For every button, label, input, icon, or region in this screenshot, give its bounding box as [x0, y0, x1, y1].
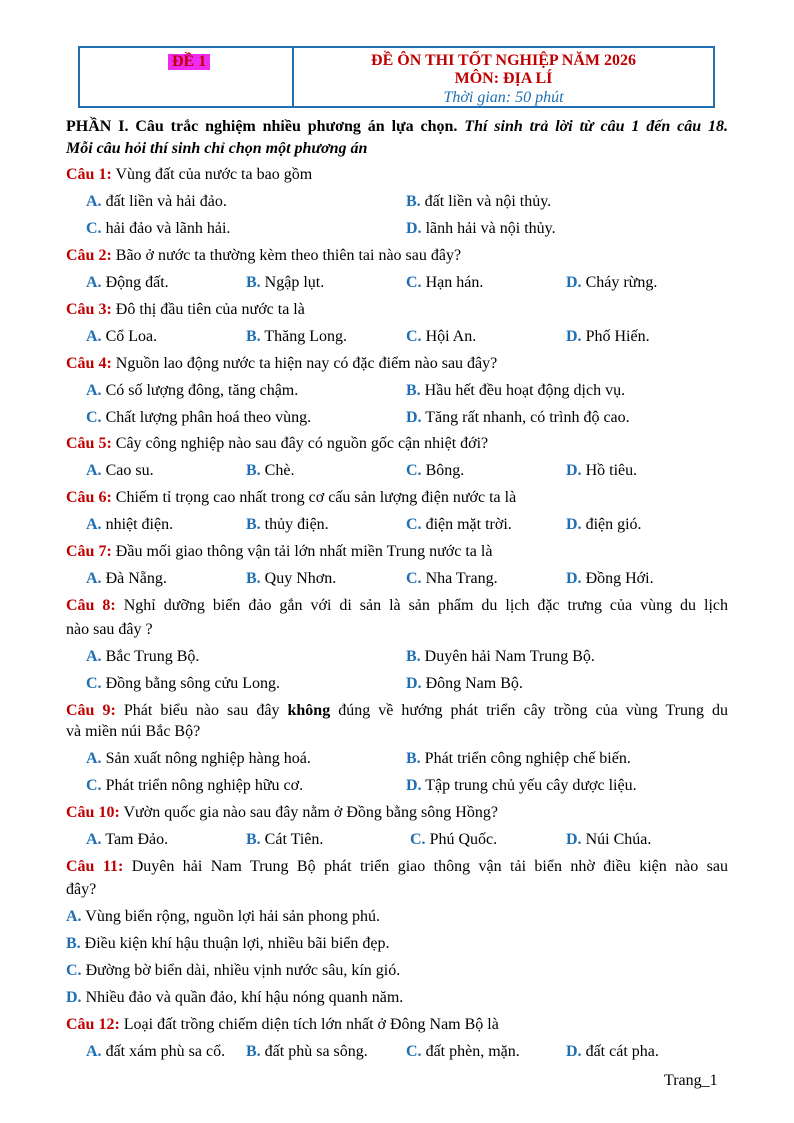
option-text: đất phù sa sông. [264, 1043, 368, 1060]
option-letter: A. [66, 908, 82, 925]
question-label: Câu 9: [66, 702, 116, 719]
q10-option-b[interactable] [246, 830, 323, 850]
question-text: Duyên hải Nam Trung Bộ phát triển giao thông vận tải biển nhờ điều kiện nào sau [131, 858, 729, 875]
question-label: Câu 4: [66, 355, 112, 372]
q10-option-d[interactable] [566, 830, 651, 850]
question-7 [66, 542, 728, 562]
question-text: Loại đất trồng chiếm diện tích lớn nhất ở Đông Nam Bộ là [123, 1016, 499, 1033]
q11-option-c[interactable] [66, 961, 400, 981]
q2-option-a[interactable] [86, 273, 169, 293]
q12-option-a[interactable] [86, 1042, 225, 1062]
option-text: Nha Trang. [425, 570, 498, 587]
option-text: điện gió. [585, 516, 642, 533]
question-text: Nguồn lao động nước ta hiện nay có đặc điểm nào sau đây? [115, 355, 498, 372]
q2-option-d[interactable] [566, 273, 657, 293]
question-text: Nghỉ dưỡng biển đảo gắn với di sản là sản phẩm du lịch đặc trưng của vùng du lịch [123, 597, 729, 614]
option-text: Tập trung chủ yếu cây dược liệu. [425, 777, 637, 794]
q1-option-a[interactable] [86, 192, 227, 212]
question-text: Vườn quốc gia nào sau đây nằm ở Đồng bằng sông Hồng? [123, 804, 498, 821]
q5-option-a[interactable] [86, 461, 154, 481]
question-label: Câu 7: [66, 543, 112, 560]
q5-option-b[interactable] [246, 461, 294, 481]
question-label: Câu 8: [66, 597, 116, 614]
option-letter: D. [566, 328, 582, 345]
option-letter: B. [246, 570, 261, 587]
q6-option-c[interactable] [406, 515, 512, 535]
q9-option-b[interactable] [406, 749, 631, 769]
q7-option-c[interactable] [406, 569, 498, 589]
option-letter: B. [406, 648, 421, 665]
option-text: đất phèn, mặn. [425, 1043, 520, 1060]
option-text: Bắc Trung Bộ. [105, 648, 200, 665]
q3-option-a[interactable] [86, 327, 157, 347]
option-text: Cát Tiên. [264, 831, 324, 848]
question-9-cont [66, 722, 728, 742]
option-text: đất cát pha. [585, 1043, 659, 1060]
option-letter: C. [86, 675, 102, 692]
option-letter: C. [406, 462, 422, 479]
subject: MÔN: ĐỊA LÍ [454, 70, 553, 87]
q8-option-b[interactable] [406, 647, 595, 667]
option-letter: C. [86, 777, 102, 794]
option-letter: D. [566, 274, 582, 291]
question-label: Câu 6: [66, 489, 112, 506]
q7-option-a[interactable] [86, 569, 167, 589]
q3-option-c[interactable] [406, 327, 476, 347]
option-letter: D. [566, 516, 582, 533]
q2-option-b[interactable] [246, 273, 324, 293]
option-letter: C. [86, 409, 102, 426]
option-text: Phát triển công nghiệp chế biến. [424, 750, 631, 767]
option-letter: B. [246, 831, 261, 848]
q7-option-b[interactable] [246, 569, 336, 589]
q2-option-c[interactable] [406, 273, 483, 293]
option-text: Tăng rất nhanh, có trình độ cao. [425, 409, 630, 426]
question-label: Câu 3: [66, 301, 112, 318]
q5-option-c[interactable] [406, 461, 464, 481]
option-text: Phố Hiến. [585, 328, 650, 345]
q9-option-d[interactable] [406, 776, 637, 796]
option-letter: C. [406, 328, 422, 345]
part-instruction-1: Thí sinh trả lời từ câu 1 đến câu 18. [464, 118, 729, 135]
option-letter: C. [406, 570, 422, 587]
q1-option-c[interactable] [86, 219, 230, 239]
option-text: Đà Nẵng. [105, 570, 167, 587]
question-text: Vùng đất của nước ta bao gồm [115, 166, 313, 183]
page-number: Trang_1 [664, 1072, 718, 1089]
option-letter: D. [566, 1043, 582, 1060]
option-letter: C. [86, 220, 102, 237]
q8-option-c[interactable] [86, 674, 280, 694]
question-label: Câu 5: [66, 435, 112, 452]
option-letter: A. [86, 831, 102, 848]
option-text: Hồ tiêu. [585, 462, 638, 479]
question-12 [66, 1015, 728, 1035]
option-text: lãnh hải và nội thủy. [425, 220, 556, 237]
question-text: Cây công nghiệp nào sau đây có nguồn gốc cận nhiệt đới? [115, 435, 489, 452]
option-letter: A. [86, 750, 102, 767]
option-text: hải đảo và lãnh hải. [105, 220, 231, 237]
option-text: Núi Chúa. [585, 831, 652, 848]
option-text: đất liền và hải đảo. [105, 193, 227, 210]
question-8-cont [66, 620, 728, 640]
q9-option-c[interactable] [86, 776, 303, 796]
option-text: Đường bờ biển dài, nhiều vịnh nước sâu, kín gió. [85, 962, 401, 979]
option-text: đất liền và nội thủy. [424, 193, 552, 210]
option-text: Hầu hết đều hoạt động dịch vụ. [424, 382, 626, 399]
q3-option-d[interactable] [566, 327, 650, 347]
option-letter: C. [66, 962, 82, 979]
option-letter: B. [406, 750, 421, 767]
option-letter: B. [246, 516, 261, 533]
option-letter: D. [566, 462, 582, 479]
option-letter: A. [86, 193, 102, 210]
option-text: Có số lượng đông, tăng chậm. [105, 382, 299, 399]
q1-option-d[interactable] [406, 219, 556, 239]
q8-option-a[interactable] [86, 647, 199, 667]
part-heading [66, 117, 728, 137]
option-letter: B. [406, 382, 421, 399]
option-letter: B. [246, 274, 261, 291]
option-text: đất xám phù sa cổ. [105, 1043, 226, 1060]
option-text: Phú Quốc. [429, 831, 498, 848]
option-text: Sản xuất nông nghiệp hàng hoá. [105, 750, 311, 767]
q4-option-a[interactable] [86, 381, 298, 401]
part-instruction-line [66, 139, 728, 159]
option-letter: C. [406, 1043, 422, 1060]
question-text: đây? [66, 881, 97, 898]
question-label: Câu 2: [66, 247, 112, 264]
question-label: Câu 1: [66, 166, 112, 183]
question-text: Chiếm tỉ trọng cao nhất trong cơ cấu sản lượng điện nước ta là [115, 489, 517, 506]
q7-option-d[interactable] [566, 569, 654, 589]
option-letter: A. [86, 1043, 102, 1060]
option-text: Đồng bằng sông cửu Long. [105, 675, 280, 692]
q11-option-d[interactable] [66, 988, 403, 1008]
q8-option-d[interactable] [406, 674, 523, 694]
q11-option-b[interactable] [66, 934, 390, 954]
question-text: Đầu mối giao thông vận tải lớn nhất miền Trung nước ta là [115, 543, 493, 560]
option-text: Vùng biển rộng, nguồn lợi hải sản phong phú. [85, 908, 380, 925]
q10-option-c[interactable] [410, 830, 497, 850]
option-letter: A. [86, 274, 102, 291]
option-letter: D. [406, 675, 422, 692]
q12-option-b[interactable] [246, 1042, 368, 1062]
option-text: Điều kiện khí hậu thuận lợi, nhiều bãi biển đẹp. [84, 935, 390, 952]
option-text: Cao su. [105, 462, 154, 479]
option-letter: D. [406, 777, 422, 794]
q1-option-b[interactable] [406, 192, 551, 212]
option-letter: D. [566, 831, 582, 848]
option-text: Tam Đảo. [105, 831, 169, 848]
option-letter: D. [66, 989, 82, 1006]
option-text: Bông. [425, 462, 465, 479]
question-text: Phát biểu nào sau đây [123, 702, 280, 719]
option-text: Thăng Long. [264, 328, 348, 345]
option-letter: A. [86, 516, 102, 533]
q11-option-a[interactable] [66, 907, 380, 927]
option-text: Quy Nhơn. [264, 570, 337, 587]
question-text: Bão ở nước ta thường kèm theo thiên tai nào sau đây? [115, 247, 462, 264]
option-letter: B. [246, 328, 261, 345]
q4-option-d[interactable] [406, 408, 630, 428]
question-1 [66, 165, 728, 185]
option-text: Đồng Hới. [585, 570, 654, 587]
option-letter: B. [66, 935, 81, 952]
question-text: và miền núi Bắc Bộ? [66, 723, 201, 740]
option-text: Hội An. [425, 328, 477, 345]
question-8 [66, 596, 728, 616]
option-letter: D. [566, 570, 582, 587]
exam-title: ĐỀ ÔN THI TỐT NGHIỆP NĂM 2026 [371, 52, 636, 69]
question-4 [66, 354, 728, 374]
option-letter: D. [406, 220, 422, 237]
option-text: Đông Nam Bộ. [425, 675, 523, 692]
q6-option-a[interactable] [86, 515, 173, 535]
option-text: Phát triển nông nghiệp hữu cơ. [105, 777, 304, 794]
option-text: Chè. [264, 462, 295, 479]
option-text: nhiệt điện. [105, 516, 174, 533]
question-text: đúng về hướng phát triển cây trồng của vùng Trung du [338, 702, 729, 719]
option-text: thủy điện. [264, 516, 329, 533]
option-letter: A. [86, 648, 102, 665]
option-letter: A. [86, 328, 102, 345]
part-title: PHẦN I. Câu trắc nghiệm nhiều phương án lựa chọn. [66, 118, 458, 135]
q10-option-a[interactable] [86, 830, 168, 850]
question-2 [66, 246, 728, 266]
q6-option-b[interactable] [246, 515, 329, 535]
question-label: Câu 12: [66, 1016, 120, 1033]
question-3 [66, 300, 728, 320]
q12-option-d[interactable] [566, 1042, 659, 1062]
option-letter: C. [406, 516, 422, 533]
option-text: Nhiều đảo và quần đảo, khí hậu nóng quanh năm. [85, 989, 404, 1006]
q6-option-d[interactable] [566, 515, 642, 535]
q4-option-b[interactable] [406, 381, 625, 401]
part-instruction-2: Mỗi câu hỏi thí sinh chỉ chọn một phương án [66, 140, 368, 157]
option-letter: B. [246, 462, 261, 479]
q12-option-c[interactable] [406, 1042, 520, 1062]
option-text: điện mặt trời. [425, 516, 512, 533]
question-label: Câu 10: [66, 804, 120, 821]
question-11 [66, 857, 728, 877]
q4-option-c[interactable] [86, 408, 311, 428]
option-text: Động đất. [105, 274, 169, 291]
option-letter: D. [406, 409, 422, 426]
question-9 [66, 701, 728, 721]
option-letter: A. [86, 382, 102, 399]
option-text: Hạn hán. [425, 274, 484, 291]
option-letter: A. [86, 570, 102, 587]
question-text: nào sau đây ? [66, 621, 153, 638]
q9-option-a[interactable] [86, 749, 311, 769]
question-emphasis: không [287, 702, 331, 719]
option-text: Duyên hải Nam Trung Bộ. [424, 648, 595, 665]
question-text: Đô thị đầu tiên của nước ta là [115, 301, 305, 318]
option-text: Chất lượng phân hoá theo vùng. [105, 409, 312, 426]
option-text: Ngập lụt. [264, 274, 325, 291]
question-11-cont [66, 880, 728, 900]
option-letter: C. [406, 274, 422, 291]
exam-code: ĐỀ 1 [168, 54, 210, 70]
option-text: Cổ Loa. [105, 328, 158, 345]
q3-option-b[interactable] [246, 327, 347, 347]
option-letter: C. [410, 831, 426, 848]
option-text: Cháy rừng. [585, 274, 658, 291]
option-letter: B. [406, 193, 421, 210]
question-label: Câu 11: [66, 858, 124, 875]
option-letter: A. [86, 462, 102, 479]
time-limit: Thời gian: 50 phút [443, 89, 564, 106]
question-10 [66, 803, 728, 823]
option-letter: B. [246, 1043, 261, 1060]
question-6 [66, 488, 728, 508]
q5-option-d[interactable] [566, 461, 637, 481]
header-box [78, 46, 715, 108]
question-5 [66, 434, 728, 454]
